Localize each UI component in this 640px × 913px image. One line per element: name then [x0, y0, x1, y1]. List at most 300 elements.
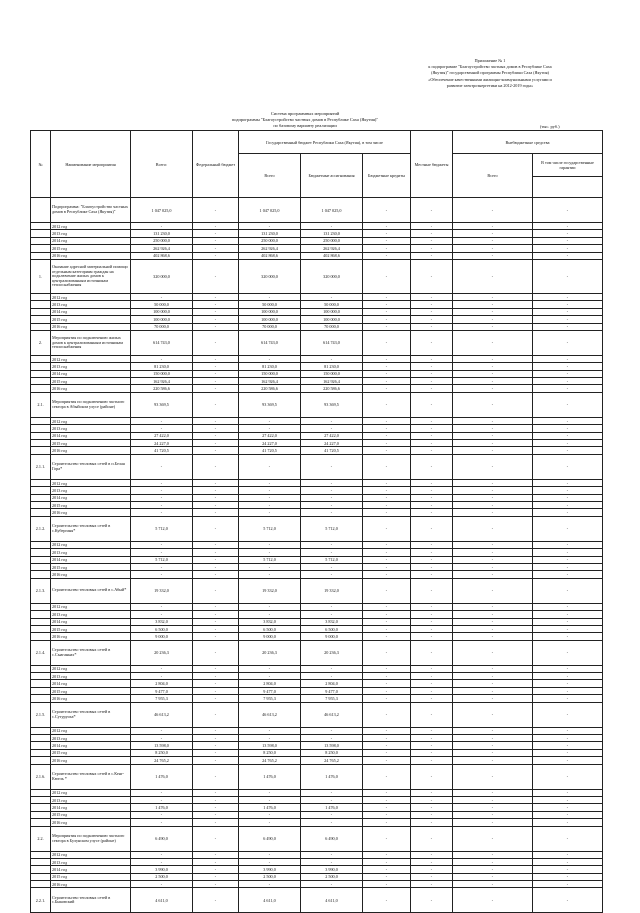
table-row-year [31, 494, 603, 501]
cell-total: 100 000,0 [131, 316, 193, 323]
cell-state-budget: - [301, 509, 363, 516]
cell-local: - [411, 237, 453, 244]
cell-local: - [411, 501, 453, 508]
cell-state-budget: 19 332,0 [301, 578, 363, 603]
cell-federal: - [193, 673, 239, 680]
cell-num [31, 293, 51, 300]
cell-year: 2015 год [51, 749, 131, 756]
cell-total: - [131, 881, 193, 888]
cell-total: 1 047 025,0 [131, 198, 193, 223]
cell-extra-total: - [453, 618, 533, 625]
cell-total: - [131, 858, 193, 865]
cell-year: 2012 год [51, 727, 131, 734]
table-row-measure [31, 578, 603, 603]
cell-total: 3 990,0 [131, 866, 193, 873]
cell-extra-total: - [453, 501, 533, 508]
cell-state-budget: 6 500,0 [301, 625, 363, 632]
cell-extra-total: - [453, 611, 533, 618]
cell-extra-guarantees: - [533, 673, 603, 680]
cell-extra-total: - [453, 494, 533, 501]
cell-federal: - [193, 425, 239, 432]
cell-extra-guarantees: - [533, 259, 603, 293]
table-row-year [31, 355, 603, 362]
cell-extra-total: - [453, 858, 533, 865]
cell-state-credit: - [363, 237, 411, 244]
table-row-year [31, 757, 603, 764]
header-total: Всего: [131, 131, 193, 198]
cell-federal: - [193, 811, 239, 818]
cell-extra-total: - [453, 826, 533, 851]
cell-extra-total: - [453, 673, 533, 680]
cell-state-total: - [239, 735, 301, 742]
cell-state-credit: - [363, 440, 411, 447]
header-extra: Внебюджетные средства [453, 131, 603, 154]
cell-local: - [411, 640, 453, 665]
cell-state-budget: 46 613,2 [301, 702, 363, 727]
cell-state-budget: 162 926,4 [301, 378, 363, 385]
cell-extra-total: - [453, 447, 533, 454]
cell-local: - [411, 417, 453, 424]
cell-num [31, 611, 51, 618]
cell-extra-total: - [453, 308, 533, 315]
cell-extra-total: - [453, 301, 533, 308]
cell-state-total: 93 369,5 [239, 392, 301, 417]
cell-local: - [411, 549, 453, 556]
cell-state-credit: - [363, 881, 411, 888]
cell-local: - [411, 245, 453, 252]
table-row-year [31, 425, 603, 432]
cell-extra-total: - [453, 888, 533, 913]
cell-local: - [411, 440, 453, 447]
cell-local: - [411, 494, 453, 501]
cell-extra-guarantees: - [533, 727, 603, 734]
cell-extra-total: - [453, 603, 533, 610]
cell-total: - [131, 479, 193, 486]
cell-federal: - [193, 804, 239, 811]
cell-total: - [131, 665, 193, 672]
cell-state-budget: 93 369,5 [301, 392, 363, 417]
cell-extra-guarantees: - [533, 363, 603, 370]
cell-num [31, 673, 51, 680]
cell-num [31, 494, 51, 501]
cell-year: 2014 год [51, 556, 131, 563]
cell-federal: - [193, 392, 239, 417]
appendix-line: к подпрограмме "Благоустройство частных домов в Республике Саха [428, 64, 552, 70]
cell-local: - [411, 611, 453, 618]
cell-year: 2013 год [51, 301, 131, 308]
cell-year: 2012 год [51, 479, 131, 486]
table-row-year [31, 858, 603, 865]
cell-state-credit: - [363, 549, 411, 556]
cell-state-credit: - [363, 293, 411, 300]
cell-state-budget: - [301, 603, 363, 610]
cell-extra-total: - [453, 316, 533, 323]
cell-local: - [411, 316, 453, 323]
cell-state-credit: - [363, 308, 411, 315]
cell-total: 6 500,0 [131, 625, 193, 632]
cell-extra-total: - [453, 811, 533, 818]
cell-federal: - [193, 727, 239, 734]
cell-year: 2014 год [51, 432, 131, 439]
cell-total: 150 000,0 [131, 370, 193, 377]
cell-total: - [131, 509, 193, 516]
title-line: по базовому варианту реализации [273, 123, 337, 129]
cell-state-budget: - [301, 811, 363, 818]
cell-state-total: 6 500,0 [239, 625, 301, 632]
cell-extra-total: - [453, 578, 533, 603]
cell-federal: - [193, 370, 239, 377]
cell-state-budget: 402 868,6 [301, 252, 363, 259]
cell-num [31, 680, 51, 687]
cell-extra-guarantees: - [533, 742, 603, 749]
cell-state-credit: - [363, 509, 411, 516]
cell-extra-guarantees: - [533, 665, 603, 672]
cell-extra-guarantees: - [533, 237, 603, 244]
cell-year: 2012 год [51, 665, 131, 672]
cell-state-total: - [239, 571, 301, 578]
cell-year: 2015 год [51, 563, 131, 570]
cell-local: - [411, 516, 453, 541]
cell-state-total: 2 804,0 [239, 680, 301, 687]
cell-local: - [411, 603, 453, 610]
cell-num [31, 618, 51, 625]
cell-total: 19 332,0 [131, 578, 193, 603]
cell-year: 2015 год [51, 316, 131, 323]
cell-year: 2013 год [51, 796, 131, 803]
cell-total: 24 765,2 [131, 757, 193, 764]
table-row-year [31, 230, 603, 237]
cell-num: 1. [31, 259, 51, 293]
cell-state-total: 402 868,6 [239, 252, 301, 259]
cell-year: 2014 год [51, 804, 131, 811]
table-body [31, 198, 603, 913]
cell-local: - [411, 509, 453, 516]
cell-state-credit: - [363, 789, 411, 796]
cell-measure-name: Мероприятия по подключению частного сектора в Булунском улусе (районе) [51, 826, 131, 851]
cell-num [31, 789, 51, 796]
table-row-year [31, 378, 603, 385]
cell-total: - [131, 603, 193, 610]
cell-extra-total: - [453, 881, 533, 888]
cell-state-budget: - [301, 735, 363, 742]
cell-total: - [131, 563, 193, 570]
cell-state-credit: - [363, 764, 411, 789]
cell-extra-guarantees: - [533, 819, 603, 826]
cell-state-credit: - [363, 633, 411, 640]
cell-extra-guarantees: - [533, 370, 603, 377]
cell-state-total: 5 712,0 [239, 556, 301, 563]
cell-measure-name: Строительство тепловых сетей в с.Абый* [51, 578, 131, 603]
cell-extra-total: - [453, 425, 533, 432]
cell-extra-guarantees: - [533, 293, 603, 300]
cell-total: 262 926,4 [131, 245, 193, 252]
cell-extra-total: - [453, 625, 533, 632]
cell-state-credit: - [363, 370, 411, 377]
cell-total: 320 000,0 [131, 259, 193, 293]
cell-extra-guarantees: - [533, 796, 603, 803]
document-title [150, 111, 460, 130]
table-row-year [31, 735, 603, 742]
cell-measure-name: Подпрограмма: "Благоустройство частных домов в Республике Саха (Якутия)" [51, 198, 131, 223]
cell-federal: - [193, 432, 239, 439]
cell-total: 7 955,3 [131, 695, 193, 702]
cell-state-credit: - [363, 757, 411, 764]
cell-total: - [131, 541, 193, 548]
cell-num [31, 479, 51, 486]
cell-year: 2016 год [51, 447, 131, 454]
cell-state-budget: - [301, 796, 363, 803]
cell-federal: - [193, 252, 239, 259]
cell-num [31, 223, 51, 230]
cell-local: - [411, 625, 453, 632]
table-row-measure [31, 516, 603, 541]
cell-local: - [411, 355, 453, 362]
cell-total: 3 832,0 [131, 618, 193, 625]
cell-local: - [411, 556, 453, 563]
table-row-year [31, 625, 603, 632]
cell-federal: - [193, 230, 239, 237]
table-row-year [31, 237, 603, 244]
cell-state-budget: 24 227,0 [301, 440, 363, 447]
cell-state-budget: - [301, 541, 363, 548]
header-state-credit: Бюджетные кредиты [363, 154, 411, 198]
cell-total: - [131, 851, 193, 858]
table-row-year [31, 323, 603, 330]
cell-state-credit: - [363, 603, 411, 610]
cell-extra-guarantees: - [533, 516, 603, 541]
cell-num [31, 563, 51, 570]
cell-state-credit: - [363, 330, 411, 355]
cell-extra-total: - [453, 804, 533, 811]
cell-federal: - [193, 687, 239, 694]
cell-total: 20 236,3 [131, 640, 193, 665]
cell-total: - [131, 819, 193, 826]
cell-state-total: - [239, 501, 301, 508]
cell-federal: - [193, 611, 239, 618]
cell-local: - [411, 223, 453, 230]
cell-state-credit: - [363, 541, 411, 548]
cell-extra-guarantees: - [533, 392, 603, 417]
cell-num: 2.1. [31, 392, 51, 417]
cell-num [31, 501, 51, 508]
cell-state-total: 220 586,6 [239, 385, 301, 392]
cell-local: - [411, 259, 453, 293]
cell-state-credit: - [363, 563, 411, 570]
cell-extra-guarantees: - [533, 695, 603, 702]
header-extra-total: Всего [453, 154, 533, 198]
cell-state-total: 162 926,4 [239, 378, 301, 385]
cell-extra-guarantees: - [533, 230, 603, 237]
cell-state-budget: 250 000,0 [301, 237, 363, 244]
cell-state-total: - [239, 796, 301, 803]
cell-extra-guarantees: - [533, 378, 603, 385]
cell-federal: - [193, 237, 239, 244]
cell-state-total: 131 230,0 [239, 230, 301, 237]
table-row-year [31, 665, 603, 672]
cell-federal: - [193, 571, 239, 578]
cell-local: - [411, 796, 453, 803]
table-row-measure [31, 198, 603, 223]
cell-state-credit: - [363, 618, 411, 625]
table-row-year [31, 252, 603, 259]
cell-extra-total: - [453, 789, 533, 796]
cell-state-budget: 2 500,0 [301, 873, 363, 880]
cell-extra-guarantees: - [533, 625, 603, 632]
cell-extra-total: - [453, 796, 533, 803]
cell-local: - [411, 851, 453, 858]
cell-num [31, 432, 51, 439]
cell-federal: - [193, 680, 239, 687]
cell-extra-total: - [453, 727, 533, 734]
cell-federal: - [193, 881, 239, 888]
cell-state-budget: 8 250,0 [301, 749, 363, 756]
cell-state-budget: 5 712,0 [301, 556, 363, 563]
cell-local: - [411, 230, 453, 237]
cell-federal: - [193, 563, 239, 570]
cell-state-total: 46 613,2 [239, 702, 301, 727]
table-row-year [31, 633, 603, 640]
cell-year: 2016 год [51, 385, 131, 392]
cell-federal: - [193, 866, 239, 873]
cell-state-credit: - [363, 516, 411, 541]
cell-federal: - [193, 819, 239, 826]
cell-state-budget: - [301, 611, 363, 618]
cell-state-total: 3 990,0 [239, 866, 301, 873]
cell-num [31, 742, 51, 749]
cell-total: 1 476,0 [131, 764, 193, 789]
cell-state-total: 2 500,0 [239, 873, 301, 880]
cell-state-total: 1 047 025,0 [239, 198, 301, 223]
cell-total: 250 000,0 [131, 237, 193, 244]
cell-state-total: 13 598,0 [239, 742, 301, 749]
cell-num [31, 385, 51, 392]
cell-total: - [131, 355, 193, 362]
cell-year: 2014 год [51, 680, 131, 687]
cell-total: 9 477,0 [131, 687, 193, 694]
header-name: Наименование мероприятия [51, 131, 131, 198]
table-row-year [31, 804, 603, 811]
cell-state-budget: 2 804,0 [301, 680, 363, 687]
cell-total: - [131, 789, 193, 796]
cell-local: - [411, 578, 453, 603]
cell-extra-guarantees: - [533, 826, 603, 851]
cell-state-budget: 1 476,0 [301, 764, 363, 789]
cell-state-total: 50 000,0 [239, 301, 301, 308]
cell-local: - [411, 764, 453, 789]
cell-num: 2.2.1. [31, 888, 51, 913]
cell-state-total: 9 000,0 [239, 633, 301, 640]
cell-extra-guarantees: - [533, 432, 603, 439]
cell-federal: - [193, 757, 239, 764]
cell-year: 2013 год [51, 487, 131, 494]
cell-year: 2015 год [51, 873, 131, 880]
cell-federal: - [193, 245, 239, 252]
cell-state-budget: - [301, 727, 363, 734]
cell-num [31, 873, 51, 880]
cell-year: 2012 год [51, 293, 131, 300]
cell-total: - [131, 796, 193, 803]
cell-state-budget: 614 743,0 [301, 330, 363, 355]
cell-total: 2 804,0 [131, 680, 193, 687]
header-num: № [31, 131, 51, 198]
cell-extra-guarantees: - [533, 702, 603, 727]
cell-state-credit: - [363, 323, 411, 330]
cell-state-total: 70 000,0 [239, 323, 301, 330]
cell-state-credit: - [363, 819, 411, 826]
cell-state-budget: 20 236,3 [301, 640, 363, 665]
header-extra-guarantees: В том числе государственные гарантии [533, 154, 603, 177]
cell-local: - [411, 665, 453, 672]
cell-federal: - [193, 447, 239, 454]
cell-year: 2016 год [51, 633, 131, 640]
cell-local: - [411, 873, 453, 880]
cell-extra-total: - [453, 695, 533, 702]
cell-total: 27 422,0 [131, 432, 193, 439]
cell-measure-name: Мероприятия по подключению жилых домов к централизованным источникам теплоснабжения [51, 330, 131, 355]
cell-year: 2015 год [51, 501, 131, 508]
cell-extra-guarantees: - [533, 316, 603, 323]
cell-extra-guarantees: - [533, 757, 603, 764]
cell-local: - [411, 323, 453, 330]
cell-num [31, 858, 51, 865]
cell-extra-total: - [453, 633, 533, 640]
cell-year: 2012 год [51, 541, 131, 548]
cell-num [31, 757, 51, 764]
cell-total: 5 712,0 [131, 516, 193, 541]
cell-state-credit: - [363, 727, 411, 734]
cell-state-budget: 1 476,0 [301, 804, 363, 811]
cell-extra-total: - [453, 330, 533, 355]
cell-local: - [411, 392, 453, 417]
cell-state-total: - [239, 223, 301, 230]
cell-extra-guarantees: - [533, 549, 603, 556]
cell-state-budget: - [301, 494, 363, 501]
cell-year: 2013 год [51, 230, 131, 237]
cell-state-budget: 320 000,0 [301, 259, 363, 293]
cell-federal: - [193, 625, 239, 632]
cell-local: - [411, 363, 453, 370]
cell-state-credit: - [363, 796, 411, 803]
cell-year: 2015 год [51, 378, 131, 385]
cell-federal: - [193, 873, 239, 880]
cell-num [31, 811, 51, 818]
cell-federal: - [193, 479, 239, 486]
cell-total: - [131, 223, 193, 230]
cell-state-budget: 24 765,2 [301, 757, 363, 764]
cell-total: 41 720,5 [131, 447, 193, 454]
cell-extra-guarantees: - [533, 858, 603, 865]
cell-total: 2 500,0 [131, 873, 193, 880]
cell-num [31, 541, 51, 548]
cell-total: - [131, 673, 193, 680]
table-row-year [31, 432, 603, 439]
cell-state-budget: - [301, 571, 363, 578]
cell-federal: - [193, 385, 239, 392]
cell-extra-total: - [453, 370, 533, 377]
appendix-line: развитие электроэнергетики на 2012-2019 годы» [446, 82, 534, 88]
cell-year: 2013 год [51, 425, 131, 432]
cell-state-total: - [239, 789, 301, 796]
cell-year: 2015 год [51, 245, 131, 252]
cell-local: - [411, 888, 453, 913]
table-row-measure [31, 888, 603, 913]
cell-num [31, 804, 51, 811]
cell-state-total: 5 712,0 [239, 516, 301, 541]
table-row-year [31, 223, 603, 230]
cell-state-total: - [239, 858, 301, 865]
cell-local: - [411, 673, 453, 680]
cell-total: 70 000,0 [131, 323, 193, 330]
